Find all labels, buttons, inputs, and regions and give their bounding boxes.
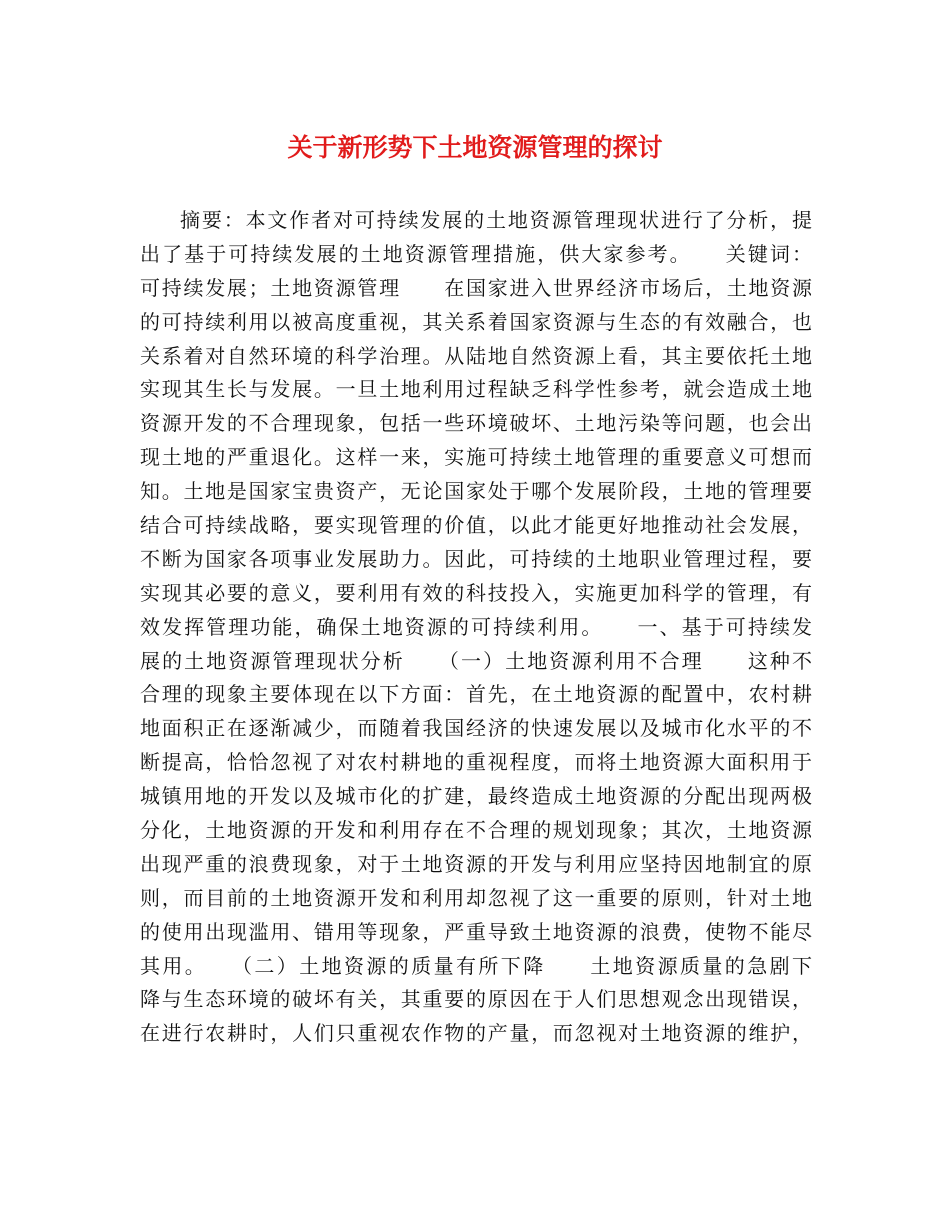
body-line: 现土地的严重退化。这样一来，实施可持续土地管理的重要意义可想而 xyxy=(140,445,812,470)
body-line: 可持续发展；土地资源管理 在国家进入世界经济市场后，土地资源 xyxy=(140,275,812,300)
body-line: 城镇用地的开发以及城市化的扩建，最终造成土地资源的分配出现两极 xyxy=(140,784,812,809)
body-line: 降与生态环境的破坏有关，其重要的原因在于人们思想观念出现错误， xyxy=(140,987,812,1012)
body-line: 出现严重的浪费现象，对于土地资源的开发与利用应坚持因地制宜的原 xyxy=(140,851,812,876)
document-title: 关于新形势下土地资源管理的探讨 xyxy=(287,133,663,162)
body-line: 合理的现象主要体现在以下方面：首先，在土地资源的配置中，农村耕 xyxy=(140,682,812,707)
body-line: 地面积正在逐渐减少，而随着我国经济的快速发展以及城市化水平的不 xyxy=(140,716,812,741)
body-line: 结合可持续战略，要实现管理的价值，以此才能更好地推动社会发展， xyxy=(140,513,812,538)
body-line: 知。土地是国家宝贵资产，无论国家处于哪个发展阶段，土地的管理要 xyxy=(140,479,812,504)
body-line: 展的土地资源管理现状分析 （一）土地资源利用不合理 这种不 xyxy=(140,648,812,673)
body-line: 实现其生长与发展。一旦土地利用过程缺乏科学性参考，就会造成土地 xyxy=(140,377,812,402)
body-line: 资源开发的不合理现象，包括一些环境破坏、土地污染等问题，也会出 xyxy=(140,411,812,436)
body-line: 的使用出现滥用、错用等现象，严重导致土地资源的浪费，使物不能尽 xyxy=(140,919,812,944)
body-line: 的可持续利用以被高度重视，其关系着国家资源与生态的有效融合，也 xyxy=(140,309,812,334)
body-line: 则，而目前的土地资源开发和利用却忽视了这一重要的原则，针对土地 xyxy=(140,885,812,910)
document-body xyxy=(140,204,812,1051)
body-line: 出了基于可持续发展的土地资源管理措施，供大家参考。 关键词： xyxy=(140,241,812,266)
body-line: 关系着对自然环境的科学治理。从陆地自然资源上看，其主要依托土地 xyxy=(140,343,812,368)
body-line: 实现其必要的意义，要利用有效的科技投入，实施更加科学的管理，有 xyxy=(140,580,812,605)
body-line: 其用。 （二）土地资源的质量有所下降 土地资源质量的急剧下 xyxy=(140,953,812,978)
body-line: 在进行农耕时，人们只重视农作物的产量，而忽视对土地资源的维护， xyxy=(140,1021,812,1046)
body-line: 效发挥管理功能，确保土地资源的可持续利用。 一、基于可持续发 xyxy=(140,614,812,639)
body-line: 摘要：本文作者对可持续发展的土地资源管理现状进行了分析，提 xyxy=(180,208,812,232)
body-line: 分化，土地资源的开发和利用存在不合理的规划现象；其次，土地资源 xyxy=(140,818,812,843)
body-line: 断提高，恰恰忽视了对农村耕地的重视程度，而将土地资源大面积用于 xyxy=(140,750,812,775)
body-line: 不断为国家各项事业发展助力。因此，可持续的土地职业管理过程，要 xyxy=(140,546,812,571)
